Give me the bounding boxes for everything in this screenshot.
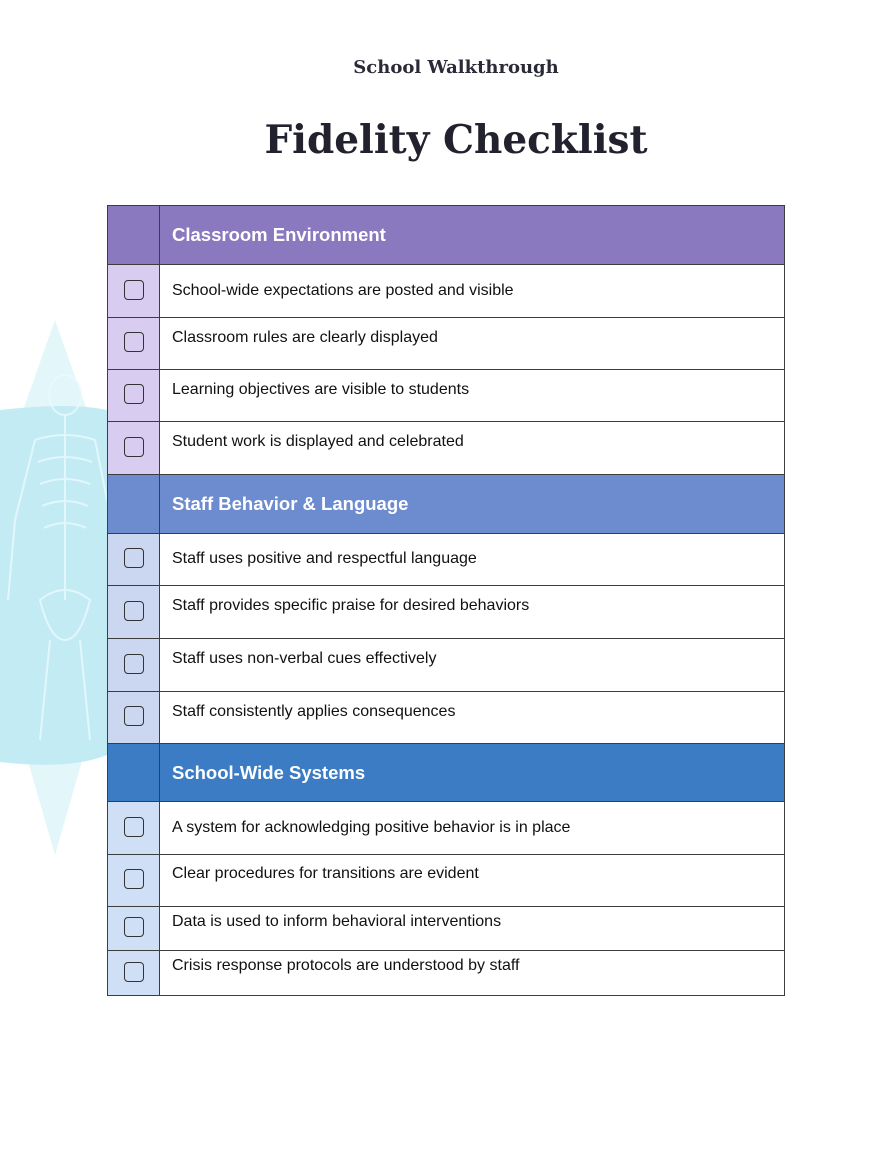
checklist-item <box>160 534 785 586</box>
checkbox[interactable] <box>124 384 144 404</box>
checklist-item-label: Staff uses non-verbal cues effectively <box>172 650 437 667</box>
checkbox[interactable] <box>124 332 144 352</box>
checklist-item-label: Crisis response protocols are understood by staff <box>172 957 520 974</box>
checklist-item <box>160 855 785 907</box>
checkbox[interactable] <box>124 706 144 726</box>
checklist-item-label: Staff provides specific praise for desired behaviors <box>172 597 530 614</box>
checkbox-cell <box>108 802 160 855</box>
checklist-item-label: Staff consistently applies consequences <box>172 703 456 720</box>
checklist-row <box>108 422 785 475</box>
checkbox[interactable] <box>124 548 144 568</box>
checklist-row <box>108 639 785 692</box>
checkbox[interactable] <box>124 917 144 937</box>
checklist-item-label: Clear procedures for transitions are evident <box>172 865 479 882</box>
checkbox-cell <box>108 907 160 951</box>
section-classroom-environment <box>108 206 785 475</box>
checkbox-cell <box>108 265 160 318</box>
checklist-item-label: Student work is displayed and celebrated <box>172 433 464 450</box>
checkbox[interactable] <box>124 962 144 982</box>
checkbox-cell <box>108 586 160 639</box>
document-subtitle: School Walkthrough <box>353 57 559 78</box>
checklist-item-label: Data is used to inform behavioral interventions <box>172 913 502 930</box>
section-heading: Classroom Environment <box>160 206 785 265</box>
checklist-item <box>160 802 785 855</box>
checklist-item <box>160 265 785 318</box>
checkbox[interactable] <box>124 817 144 837</box>
section-header-marker <box>108 206 160 265</box>
checklist-item <box>160 692 785 744</box>
checklist-row <box>108 370 785 422</box>
checklist-row <box>108 265 785 318</box>
section-header-marker <box>108 475 160 534</box>
checklist-item-label: A system for acknowledging positive behavior is in place <box>172 819 571 836</box>
section-school-wide-systems <box>108 744 785 996</box>
checklist-row <box>108 907 785 951</box>
checkbox-cell <box>108 370 160 422</box>
checkbox[interactable] <box>124 601 144 621</box>
section-header-marker <box>108 744 160 802</box>
checklist-item-label: Classroom rules are clearly displayed <box>172 329 438 346</box>
checkbox-cell <box>108 855 160 907</box>
checklist-row <box>108 802 785 855</box>
checklist-row <box>108 586 785 639</box>
checkbox-cell <box>108 422 160 475</box>
checkbox-cell <box>108 318 160 370</box>
checkbox-cell <box>108 534 160 586</box>
section-heading: School-Wide Systems <box>160 744 785 802</box>
checkbox-cell <box>108 692 160 744</box>
checklist-item <box>160 318 785 370</box>
checkbox[interactable] <box>124 437 144 457</box>
section-header-row <box>108 206 785 265</box>
checkbox[interactable] <box>124 869 144 889</box>
checklist-row <box>108 855 785 907</box>
section-heading: Staff Behavior & Language <box>160 475 785 534</box>
section-header-row <box>108 475 785 534</box>
section-staff-behavior <box>108 475 785 744</box>
section-header-row <box>108 744 785 802</box>
checklist-item <box>160 951 785 996</box>
checklist-item-label: Staff uses positive and respectful language <box>172 550 477 567</box>
document-title: Fidelity Checklist <box>264 117 648 163</box>
checklist-row <box>108 318 785 370</box>
checklist-row <box>108 951 785 996</box>
checklist-row <box>108 692 785 744</box>
checkbox-cell <box>108 951 160 996</box>
checkbox-cell <box>108 639 160 692</box>
checklist-item <box>160 907 785 951</box>
checklist-item-label: Learning objectives are visible to students <box>172 381 470 398</box>
checklist-row <box>108 534 785 586</box>
checkbox[interactable] <box>124 280 144 300</box>
checklist-item-label: School-wide expectations are posted and visible <box>172 282 514 299</box>
fidelity-checklist-table <box>107 205 785 996</box>
checklist-item <box>160 370 785 422</box>
checklist-item <box>160 422 785 475</box>
checklist-item <box>160 586 785 639</box>
checkbox[interactable] <box>124 654 144 674</box>
checklist-item <box>160 639 785 692</box>
